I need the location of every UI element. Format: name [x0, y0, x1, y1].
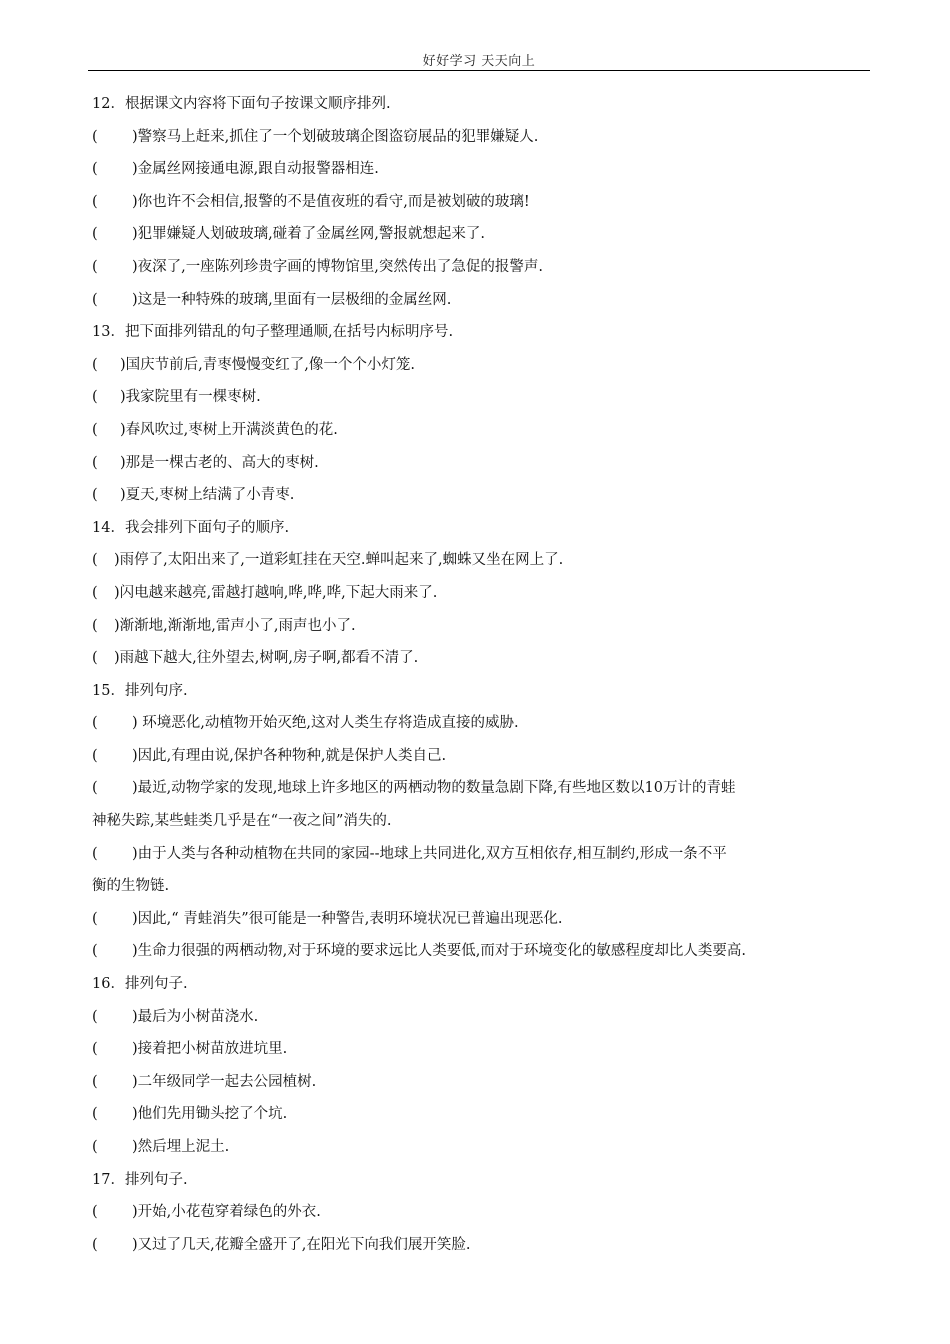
answer-blank[interactable]: (: [92, 617, 98, 634]
answer-blank[interactable]: (: [92, 389, 98, 406]
answer-blank[interactable]: (: [92, 161, 98, 178]
answer-line: ( )春风吹过,枣树上开满淡黄色的花.: [92, 414, 842, 447]
answer-blank[interactable]: (: [92, 1236, 98, 1253]
answer-blank[interactable]: (: [92, 193, 98, 210]
answer-blank[interactable]: (: [92, 747, 98, 764]
answer-blank[interactable]: (: [92, 1041, 98, 1058]
answer-blank[interactable]: (: [92, 291, 98, 308]
answer-line: ( )这是一种特殊的玻璃,里面有一层极细的金属丝网.: [92, 284, 842, 317]
answer-line: ( )金属丝网接通电源,跟自动报警器相连.: [92, 153, 842, 186]
answer-line: ( )我家院里有一棵枣树.: [92, 381, 842, 414]
answer-blank[interactable]: (: [92, 1106, 98, 1123]
question-13-title: 13．把下面排列错乱的句子整理通顺,在括号内标明序号.: [92, 324, 454, 341]
answer-blank[interactable]: (: [92, 845, 98, 862]
answer-blank[interactable]: (: [92, 356, 98, 373]
answer-blank[interactable]: (: [92, 1204, 98, 1221]
question-12-title: 12．根据课文内容将下面句子按课文顺序排列.: [92, 96, 391, 112]
header-divider: [88, 70, 870, 71]
answer-line: ( )国庆节前后,青枣慢慢变红了,像一个个小灯笼.: [92, 349, 842, 382]
answer-line: ( )接着把小树苗放进坑里.: [92, 1033, 842, 1066]
answer-blank[interactable]: (: [92, 1008, 98, 1025]
answer-line: ( )雨停了,太阳出来了,一道彩虹挂在天空.蝉叫起来了,蜘蛛又坐在网上了.: [92, 544, 842, 577]
answer-blank[interactable]: (: [92, 1139, 98, 1155]
continuation-line: 衡的生物链.: [92, 878, 170, 895]
answer-line: ( )犯罪嫌疑人划破玻璃,碰着了金属丝网,警报就想起来了.: [92, 218, 842, 251]
answer-blank[interactable]: (: [92, 780, 98, 797]
answer-line: ( )警察马上赶来,抓住了一个划破玻璃企图盗窃展品的犯罪嫌疑人.: [92, 121, 842, 154]
answer-line: ( )他们先用锄头挖了个坑.: [92, 1098, 842, 1131]
document-content: [92, 88, 842, 1261]
answer-line: ( )由于人类与各种动植物在共同的家园--地球上共同进化,双方互相依存,相互制约,形成一条不平: [92, 838, 842, 871]
answer-line: ( )雨越下越大,往外望去,树啊,房子啊,都看不清了.: [92, 642, 842, 675]
answer-blank[interactable]: (: [92, 584, 98, 601]
answer-line: ( )闪电越来越亮,雷越打越响,哗,哗,哗,下起大雨来了.: [92, 577, 842, 610]
answer-blank[interactable]: (: [92, 454, 98, 471]
answer-line: ( )二年级同学一起去公园植树.: [92, 1066, 842, 1099]
question-14-title: 14．我会排列下面句子的顺序.: [92, 519, 290, 536]
answer-line: ( )然后埋上泥土.: [92, 1131, 842, 1164]
answer-blank[interactable]: (: [92, 1073, 98, 1090]
continuation-line: 神秘失踪,某些蛙类几乎是在“一夜之间”消失的.: [92, 813, 392, 830]
answer-blank[interactable]: (: [92, 128, 98, 145]
answer-line: ( )最近,动物学家的发现,地球上许多地区的两栖动物的数量急剧下降,有些地区数以10万计的青蛙: [92, 772, 842, 805]
answer-line: ( )生命力很强的两栖动物,对于环境的要求远比人类要低,而对于环境变化的敏感程度却比人类要高.: [92, 935, 842, 968]
answer-line: ( )因此,“ 青蛙消失”很可能是一种警告,表明环境状况已普遍出现恶化.: [92, 903, 842, 936]
answer-line: ( )因此,有理由说,保护各种物种,就是保护人类自己.: [92, 740, 842, 773]
answer-line: ( )开始,小花苞穿着绿色的外衣.: [92, 1196, 842, 1229]
answer-blank[interactable]: (: [92, 258, 98, 275]
answer-line: ( )又过了几天,花瓣全盛开了,在阳光下向我们展开笑脸.: [92, 1229, 842, 1262]
answer-line: ( )夏天,枣树上结满了小青枣.: [92, 479, 842, 512]
answer-line: ( )最后为小树苗浇水.: [92, 1001, 842, 1034]
answer-blank[interactable]: (: [92, 910, 98, 927]
question-17-title: 17．排列句子.: [92, 1171, 188, 1188]
question-15-title: 15．排列句序.: [92, 682, 188, 699]
answer-blank[interactable]: (: [92, 943, 98, 960]
answer-blank[interactable]: (: [92, 226, 98, 243]
answer-blank[interactable]: (: [92, 421, 98, 438]
answer-line: ( )夜深了,一座陈列珍贵字画的博物馆里,突然传出了急促的报警声.: [92, 251, 842, 284]
answer-blank[interactable]: (: [92, 487, 98, 504]
answer-blank[interactable]: (: [92, 552, 98, 569]
answer-blank[interactable]: (: [92, 650, 98, 667]
answer-line: ( ) 环境恶化,动植物开始灭绝,这对人类生存将造成直接的威胁.: [92, 707, 842, 740]
answer-line: ( )那是一棵古老的、高大的枣树.: [92, 447, 842, 480]
question-16-title: 16．排列句子.: [92, 976, 188, 993]
answer-line: ( )你也许不会相信,报警的不是值夜班的看守,而是被划破的玻璃!: [92, 186, 842, 219]
answer-blank[interactable]: (: [92, 715, 98, 732]
page-header-title: 好好学习 天天向上: [422, 54, 536, 69]
answer-line: ( )渐渐地,渐渐地,雷声小了,雨声也小了.: [92, 610, 842, 643]
